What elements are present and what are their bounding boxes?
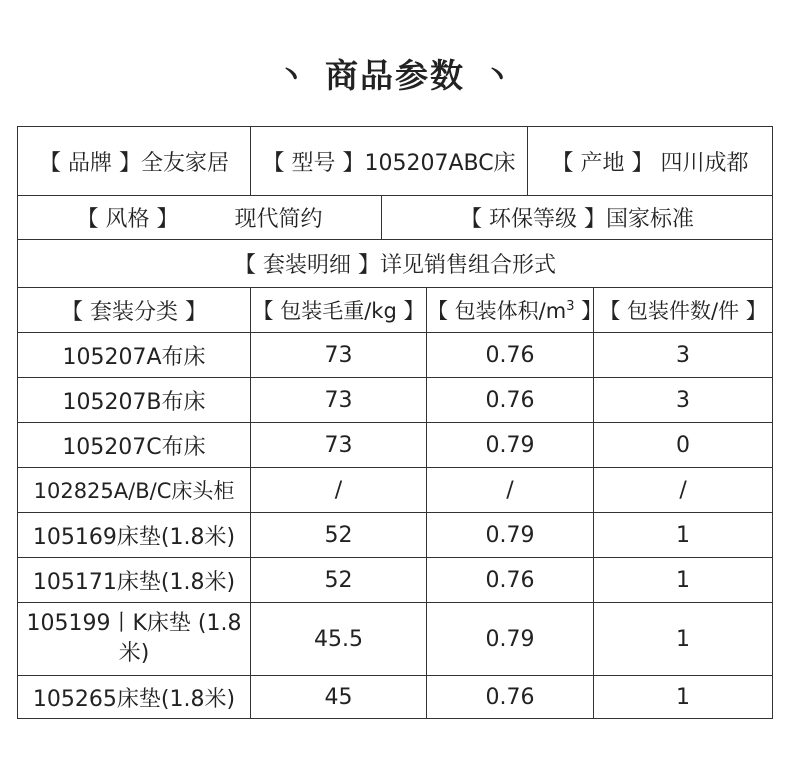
header-category: 【 套装分类 】 <box>18 288 251 333</box>
header-volume-suffix: 】 <box>574 299 603 323</box>
row-volume: 0.76 <box>427 378 594 423</box>
model-cell: 【 型号 】105207ABC床 <box>251 127 528 196</box>
row-name: 105265床垫(1.8米) <box>18 676 251 719</box>
header-volume-prefix: 【 包装体积/m <box>427 299 567 323</box>
row-count: 1 <box>594 513 773 558</box>
header-count: 【 包装件数/件 】 <box>594 288 773 333</box>
row-count: 1 <box>594 603 773 676</box>
title-left-mark: 丶 <box>276 59 307 92</box>
style-cell <box>18 196 382 240</box>
table-row <box>18 558 773 603</box>
table-header-row <box>18 288 773 333</box>
brand-cell: 【 品牌 】全友家居 <box>18 127 251 196</box>
row-weight: 45.5 <box>251 603 427 676</box>
table-row <box>18 333 773 378</box>
row-weight: 45 <box>251 676 427 719</box>
spec-table <box>17 126 773 719</box>
row-volume: 0.79 <box>427 423 594 468</box>
row-weight: 73 <box>251 333 427 378</box>
origin-cell: 【 产地 】 四川成都 <box>528 127 773 196</box>
row-weight: / <box>251 468 427 513</box>
row-name: 105207A布床 <box>18 333 251 378</box>
table-row <box>18 378 773 423</box>
row-volume: 0.76 <box>427 333 594 378</box>
row-name: 105199丨K床垫 (1.8米) <box>18 603 251 676</box>
row-count: 1 <box>594 676 773 719</box>
header-weight: 【 包装毛重/kg 】 <box>251 288 427 333</box>
header-volume-sup: 3 <box>566 299 575 314</box>
row-name: 102825A/B/C床头柜 <box>18 468 251 513</box>
row-count: / <box>594 468 773 513</box>
row-volume: 0.79 <box>427 513 594 558</box>
row-name: 105207C布床 <box>18 423 251 468</box>
row-volume: 0.76 <box>427 558 594 603</box>
header-volume <box>427 288 603 333</box>
info-row-1 <box>18 127 773 196</box>
row-count: 0 <box>594 423 773 468</box>
eco-cell: 【 环保等级 】国家标准 <box>382 196 773 240</box>
style-value: 现代简约 <box>234 207 323 232</box>
style-label: 【 风格 】 <box>76 207 179 232</box>
row-name: 105169床垫(1.8米) <box>18 513 251 558</box>
row-weight: 73 <box>251 378 427 423</box>
row-count: 3 <box>594 378 773 423</box>
table-row <box>18 468 773 513</box>
table-row <box>18 513 773 558</box>
page-title-text: 商品参数 <box>325 56 465 95</box>
row-name: 105171床垫(1.8米) <box>18 558 251 603</box>
table-row <box>18 603 773 676</box>
row-name: 105207B布床 <box>18 378 251 423</box>
row-weight: 73 <box>251 423 427 468</box>
row-count: 3 <box>594 333 773 378</box>
info-row-2 <box>18 196 773 240</box>
row-weight: 52 <box>251 558 427 603</box>
title-right-mark: 丶 <box>483 59 514 92</box>
row-volume: / <box>427 468 594 513</box>
table-row <box>18 423 773 468</box>
page-title <box>0 50 790 97</box>
package-detail-cell: 【 套装明细 】详见销售组合形式 <box>18 240 773 288</box>
row-weight: 52 <box>251 513 427 558</box>
table-row <box>18 676 773 719</box>
row-count: 1 <box>594 558 773 603</box>
info-row-3 <box>18 240 773 288</box>
row-volume: 0.76 <box>427 676 594 719</box>
row-volume: 0.79 <box>427 603 594 676</box>
